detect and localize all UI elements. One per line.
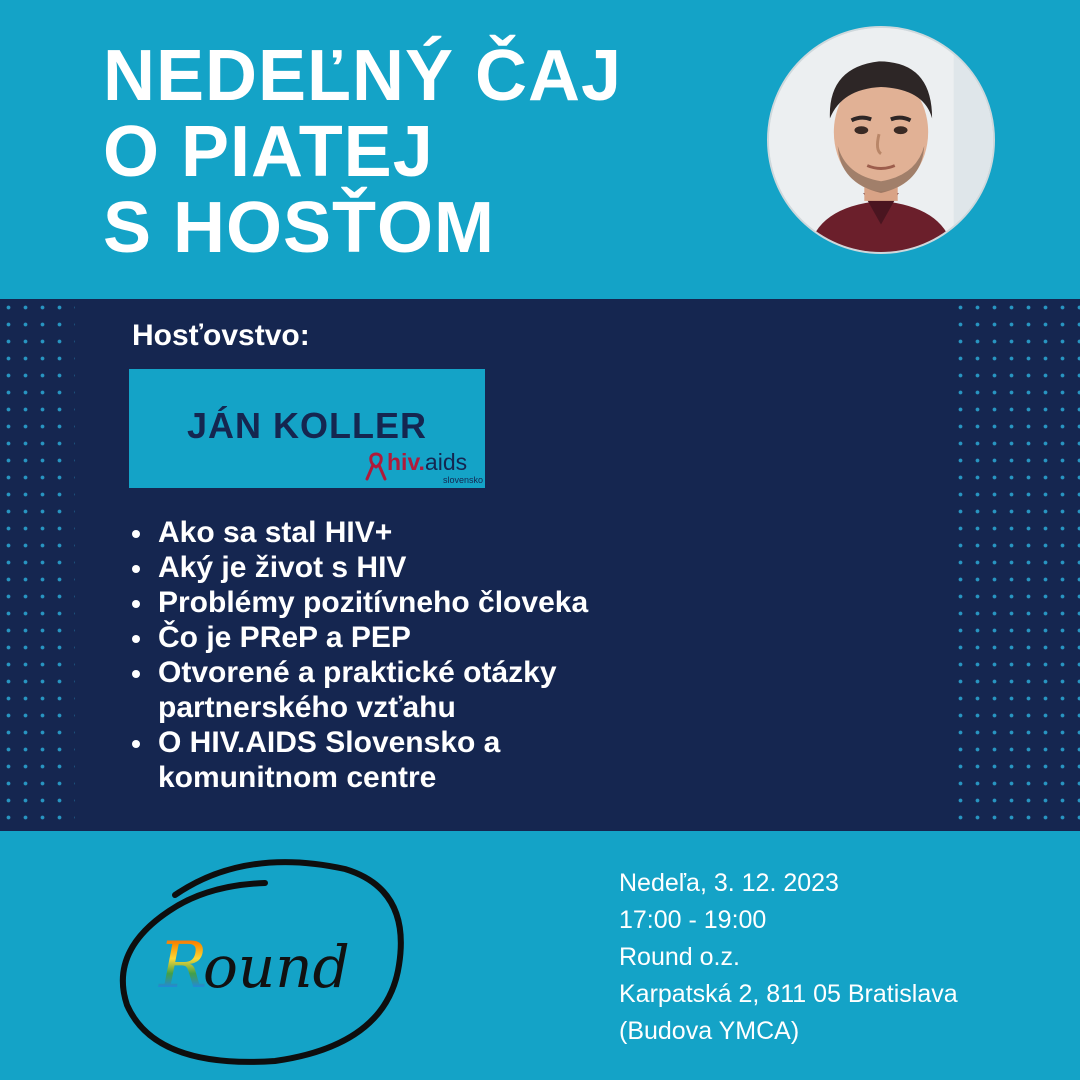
- title-line-3: S HOSŤOM: [103, 188, 496, 268]
- event-title: [103, 38, 622, 266]
- topic-item: Ako sa stal HIV+: [130, 515, 678, 550]
- topic-item: Aký je život s HIV: [130, 550, 678, 585]
- dot-pattern-left: [0, 299, 75, 831]
- topic-item: Čo je PReP a PEP: [130, 620, 678, 655]
- topic-item: O HIV.AIDS Slovensko a komunitnom centre: [130, 725, 588, 795]
- event-organizer: Round o.z.: [619, 943, 740, 971]
- org-logo-part2: aids: [424, 449, 468, 475]
- round-logo: [115, 855, 415, 1070]
- topic-item: Otvorené a praktické otázky partnerského vzťahu: [130, 655, 678, 725]
- topics-list: [130, 515, 678, 795]
- guest-photo: [767, 26, 995, 254]
- guest-card: [129, 369, 485, 488]
- round-logo-initial: R: [159, 929, 208, 1003]
- org-logo-text: [387, 449, 467, 475]
- red-ribbon-icon: [365, 451, 387, 481]
- dot-pattern-right: [952, 299, 1080, 831]
- org-logo-part1: hiv.: [387, 449, 425, 475]
- event-address: Karpatská 2, 811 05 Bratislava: [619, 980, 958, 1008]
- event-building: (Budova YMCA): [619, 1017, 800, 1045]
- org-logo-sub: slovensko: [442, 475, 483, 485]
- title-line-1: NEDEĽNÝ ČAJ: [103, 36, 623, 116]
- topic-item: Problémy pozitívneho človeka: [130, 585, 678, 620]
- guest-name: JÁN KOLLER: [186, 405, 427, 446]
- hiv-aids-slovensko-logo: [365, 449, 485, 487]
- event-info: [619, 865, 958, 1050]
- event-date: Nedeľa, 3. 12. 2023: [619, 869, 839, 897]
- title-line-2: O PIATEJ: [103, 112, 434, 192]
- event-time: 17:00 - 19:00: [619, 906, 767, 934]
- hosts-label: Hosťovstvo:: [132, 319, 310, 352]
- round-logo-text: ound: [203, 933, 350, 1001]
